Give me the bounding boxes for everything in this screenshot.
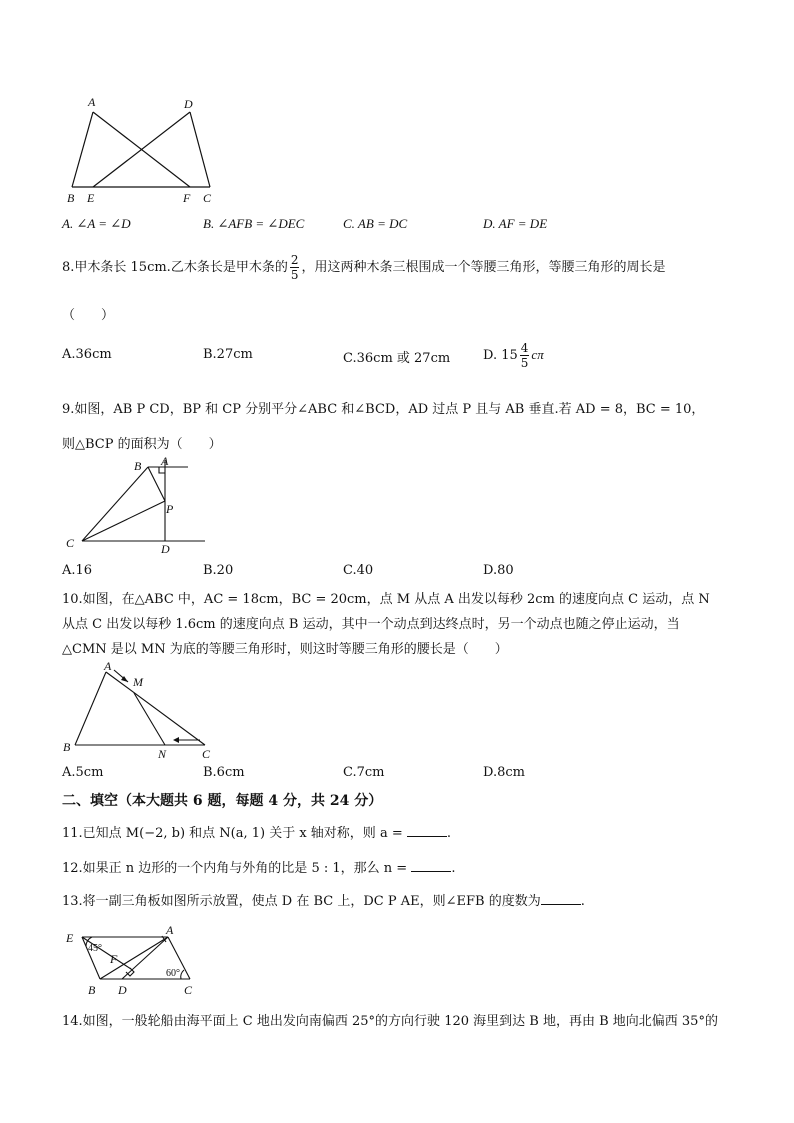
label-e: E xyxy=(66,931,74,945)
angle-60: 60° xyxy=(166,968,180,979)
q8-option-a[interactable]: A.36cm xyxy=(62,347,112,362)
angle-45: 45° xyxy=(88,943,102,954)
label-b: B xyxy=(67,191,75,205)
label-d: D xyxy=(161,542,170,556)
label-p: P xyxy=(166,502,174,516)
q7-option-d[interactable]: D. AF = DE xyxy=(483,216,548,231)
label-a: A xyxy=(104,660,112,673)
q9-option-c[interactable]: C.40 xyxy=(343,563,374,578)
q9-stem-line2: 则△BCP 的面积为（ ） xyxy=(62,437,222,452)
q10-option-b[interactable]: B.6cm xyxy=(203,765,245,780)
label-n: N xyxy=(158,747,167,760)
q11-answer-blank[interactable] xyxy=(407,825,447,837)
label-d: D xyxy=(184,97,193,111)
q12-stem: 12.如果正 n 边形的一个内角与外角的比是 5 : 1，那么 n = . xyxy=(62,861,456,876)
q9-figure xyxy=(60,455,210,560)
label-c: C xyxy=(66,536,75,550)
label-b: B xyxy=(88,983,96,997)
section-heading: 二、填空（本大题共 6 题，每题 4 分，共 24 分） xyxy=(62,793,383,809)
q8-stem: 8.甲木条长 15cm.乙木条长是甲木条的 $\frac{2}{5}$ ，用这两种木条三根围成一个等腰三角形，等腰三角形的周长是 xyxy=(62,253,666,282)
q11-stem: 11.已知点 M(−2, b) 和点 N(a, 1) 关于 x 轴对称，则 a = . xyxy=(62,826,451,841)
q10-option-d[interactable]: D.8cm xyxy=(483,765,525,780)
label-m: M xyxy=(133,675,143,689)
q10-option-c[interactable]: C.7cm xyxy=(343,765,385,780)
q7-figure xyxy=(60,92,220,207)
q10-option-a[interactable]: A.5cm xyxy=(62,765,104,780)
label-a: A xyxy=(88,95,96,109)
q14-stem-line1: 14.如图，一般轮船由海平面上 C 地出发向南偏西 25°的方向行驶 120 海里到达 B 地，再由 B 地向北偏西 35°的 xyxy=(62,1014,718,1029)
label-f: F xyxy=(183,191,191,205)
label-b: B xyxy=(63,740,71,754)
label-f: F xyxy=(110,952,118,966)
q9-option-a[interactable]: A.16 xyxy=(62,563,93,578)
q7-option-b[interactable]: B. ∠AFB = ∠DEC xyxy=(203,216,305,231)
label-c: C xyxy=(202,747,211,760)
q8-fraction: $\frac{2}{5}$ xyxy=(290,253,299,282)
label-c: C xyxy=(203,191,212,205)
q13-stem: 13.将一副三角板如图所示放置，使点 D 在 BC 上，DC P AE，则∠EFB 的度数为 . xyxy=(62,894,585,909)
q9-stem-line1: 9.如图，AB P CD，BP 和 CP 分别平分∠ABC 和∠BCD，AD 过点 P 且与 AB 垂直.若 AD = 8，BC = 10， xyxy=(62,402,705,417)
q8-option-d[interactable]: D. 15 $\frac{4}{5}$ cπ xyxy=(483,341,544,370)
q7-option-c[interactable]: C. AB = DC xyxy=(343,216,408,231)
label-c: C xyxy=(184,983,193,997)
label-d: D xyxy=(118,983,127,997)
q9-option-b[interactable]: B.20 xyxy=(203,563,234,578)
q9-option-d[interactable]: D.80 xyxy=(483,563,514,578)
q12-answer-blank[interactable] xyxy=(411,860,451,872)
q10-stem-line2: 从点 C 出发以每秒 1.6cm 的速度向点 B 运动，其中一个动点到达终点时，另一个动点也随之停止运动，当 xyxy=(62,617,680,632)
q10-figure xyxy=(60,660,220,760)
label-a: A xyxy=(166,923,174,937)
q13-figure xyxy=(60,920,210,1000)
label-e: E xyxy=(87,191,95,205)
label-a: A xyxy=(161,455,169,468)
q10-stem-line1: 10.如图，在△ABC 中，AC = 18cm，BC = 20cm，点 M 从点 A 出发以每秒 2cm 的速度向点 C 运动，点 N xyxy=(62,592,710,607)
q8-option-b[interactable]: B.27cm xyxy=(203,347,253,362)
q10-stem-line3: △CMN 是以 MN 为底的等腰三角形时，则这时等腰三角形的腰长是（ ） xyxy=(62,642,508,657)
q8-option-c[interactable]: C.36cm 或 27cm xyxy=(343,351,451,366)
q8-paren: （ ） xyxy=(62,308,115,323)
label-b: B xyxy=(134,459,142,473)
q7-option-a[interactable]: A. ∠A = ∠D xyxy=(62,216,131,231)
q13-answer-blank[interactable] xyxy=(541,893,581,905)
